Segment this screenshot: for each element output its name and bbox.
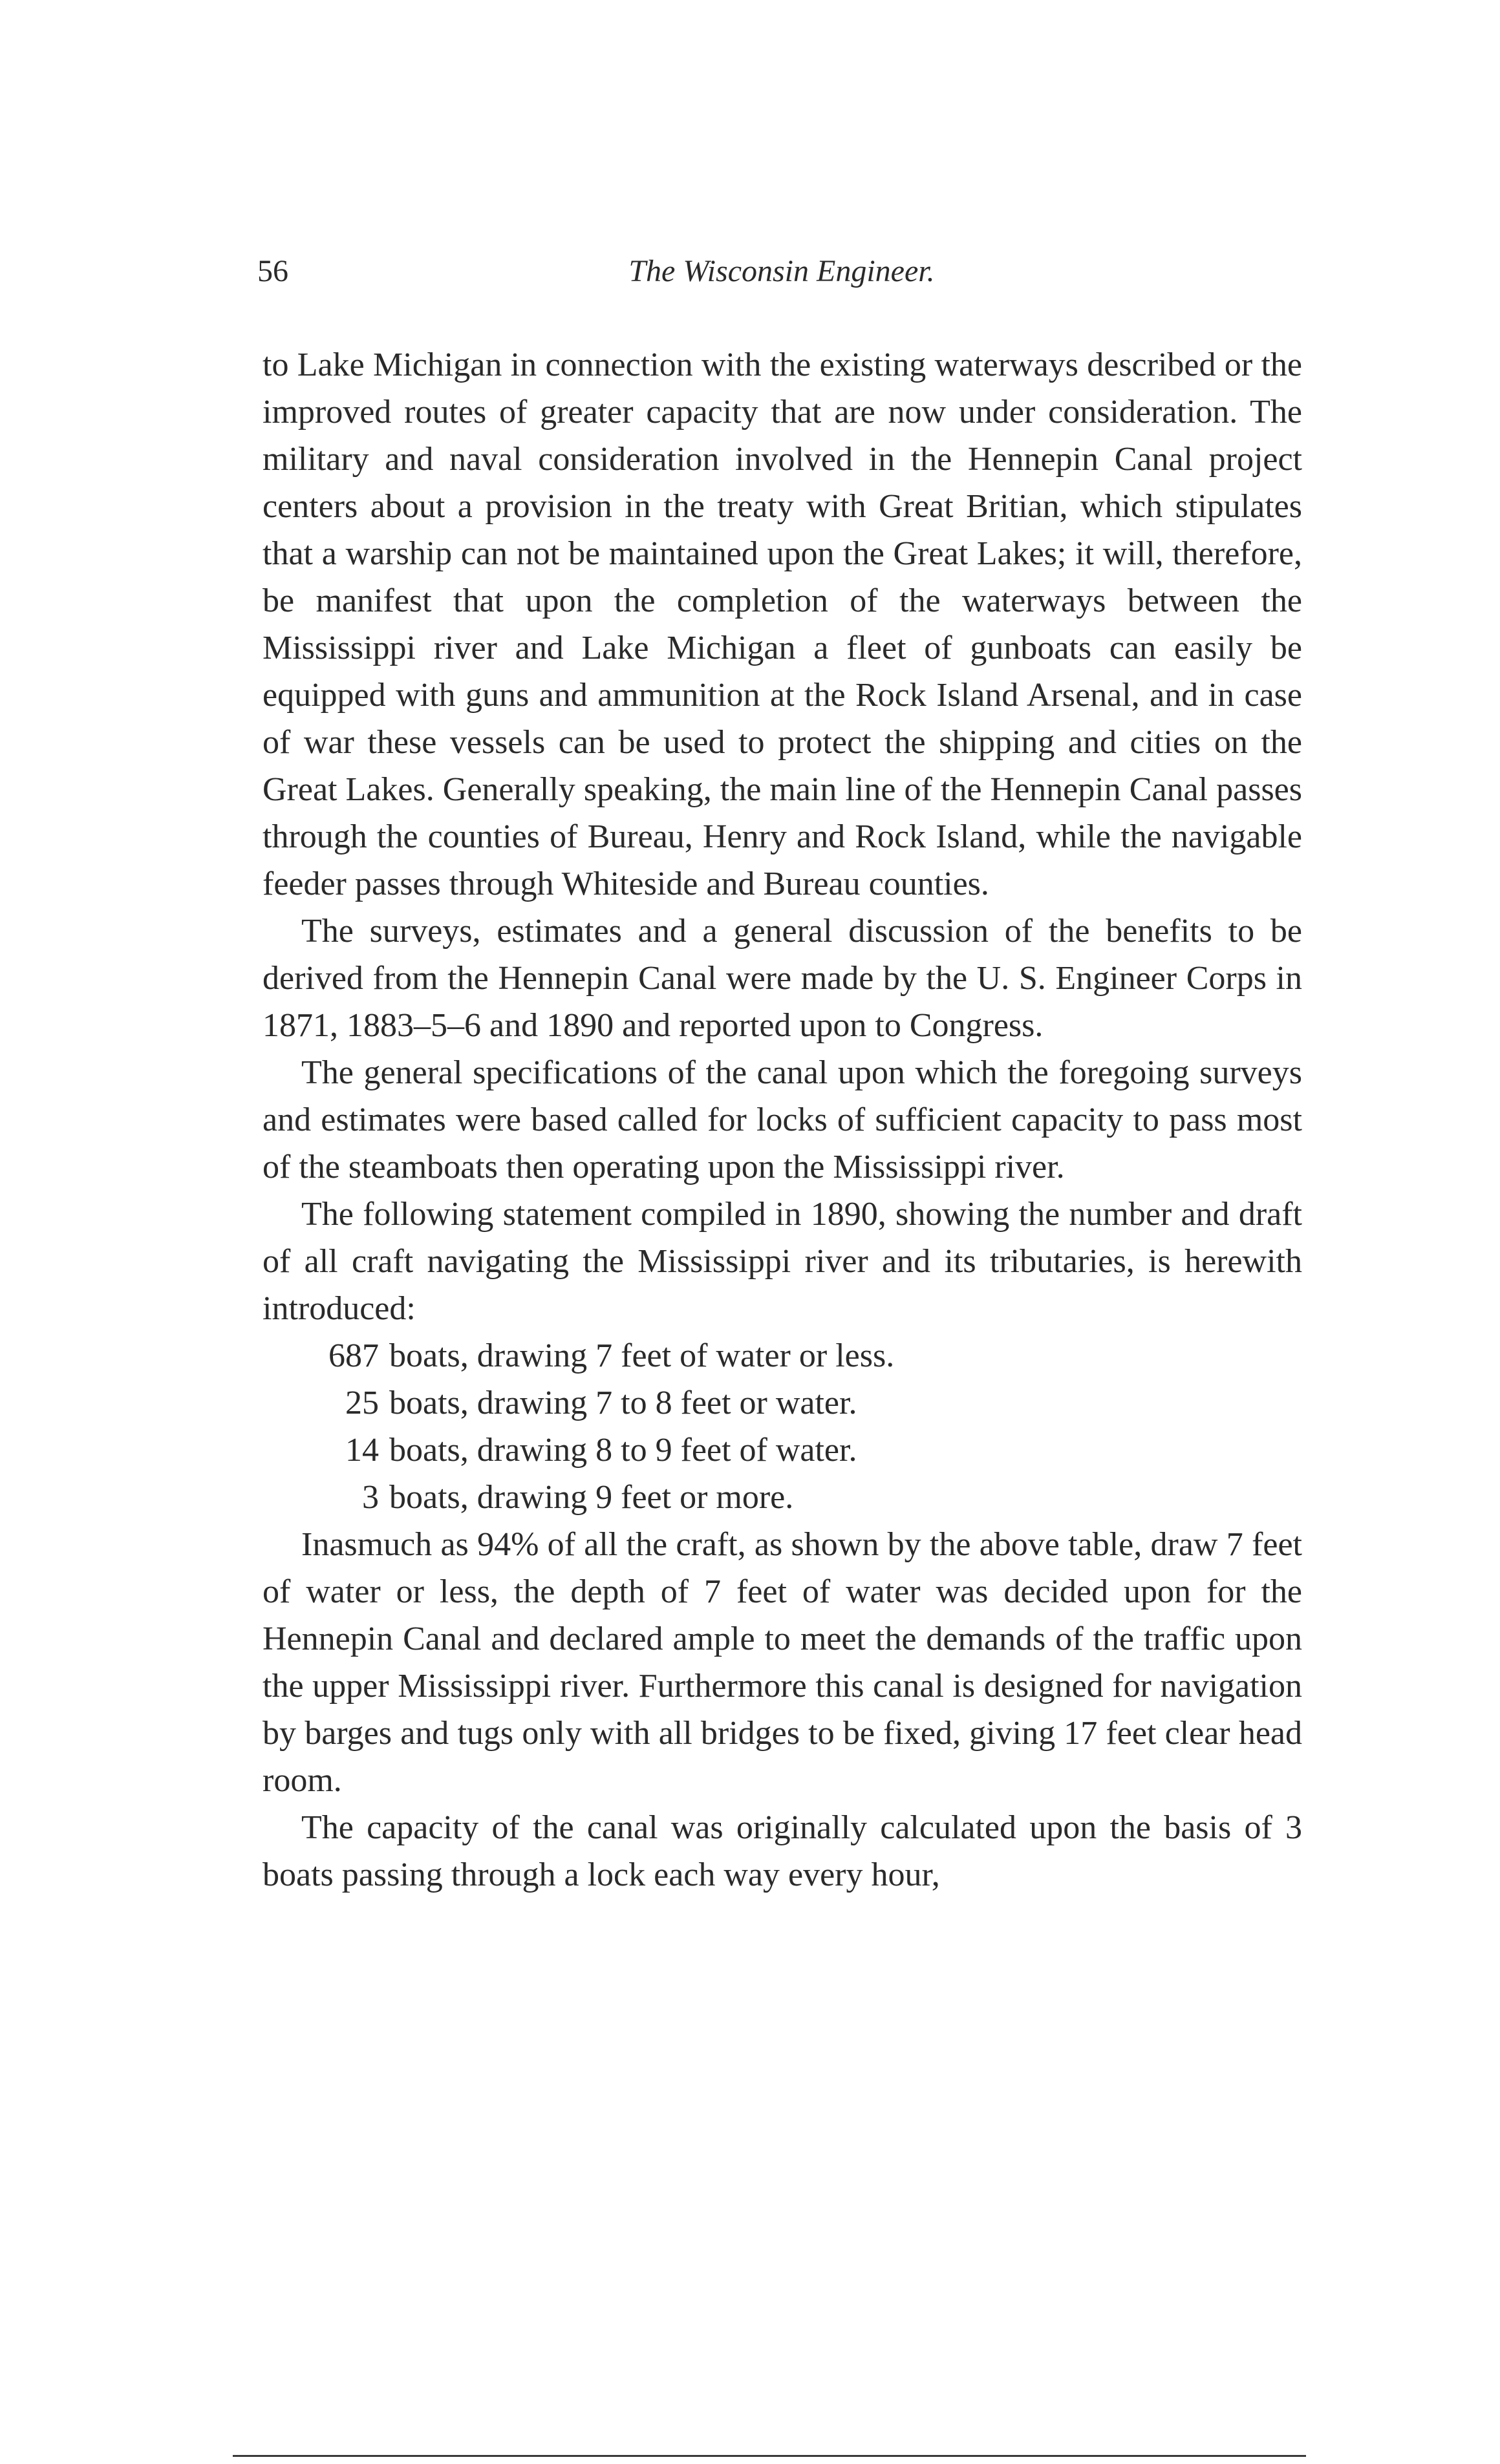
boat-count: 687 bbox=[328, 1337, 379, 1374]
paragraph: The following statement compiled in 1890, showing the number and draft of all craft navigating the Mississippi river and its tributaries, is herewith introduced: bbox=[262, 1196, 1302, 1327]
page-header bbox=[257, 253, 1306, 305]
list-item bbox=[262, 1379, 1302, 1427]
boat-count: 14 bbox=[345, 1432, 379, 1469]
paragraph: The capacity of the canal was originally calculated upon the basis of 3 boats passing through a lock each way every hour, bbox=[262, 1809, 1302, 1893]
bottom-edge-line bbox=[233, 2455, 1306, 2457]
paragraph: The general specifications of the canal upon which the foregoing surveys and estimates were based called for locks of sufficient capacity to pass most of the steamboats then operating upon the Mississippi river. bbox=[262, 1054, 1302, 1185]
paragraph: Inasmuch as 94% of all the craft, as shown by the above table, draw 7 feet of water or less, the depth of 7 feet of water was decided upon for the Hennepin Canal and declared ample to meet the demands of the traffic upon the upper Mississippi river. Furthermore this canal is designed for navigation by barges and tugs only with all bridges to be fixed, giving 17 feet clear head room. bbox=[262, 1526, 1302, 1799]
article-body bbox=[262, 341, 1302, 1898]
craft-list bbox=[262, 1332, 1302, 1521]
running-title: The Wisconsin Engineer. bbox=[628, 254, 935, 288]
boat-description: boats, drawing 9 feet or more. bbox=[389, 1479, 794, 1516]
paragraph: to Lake Michigan in connection with the existing waterways described or the improved routes of greater capacity that are now under consideration. The military and naval consideration involved in the Hennepin Canal project centers about a provision in the treaty with Great Britian, which stipulates that a warship can not be maintained upon the Great Lakes; it will, therefore, be manifest that upon the completion of the waterways between the Mississippi river and Lake Michigan a fleet of gunboats can easily be equipped with guns and ammunition at the Rock Island Arsenal, and in case of war these vessels can be used to protect the shipping and cities on the Great Lakes. Generally speaking, the main line of the Hennepin Canal passes through the counties of Bureau, Henry and Rock Island, while the navigable feeder passes through Whiteside and Bureau counties. bbox=[262, 346, 1302, 902]
boat-description: boats, drawing 7 feet of water or less. bbox=[389, 1337, 895, 1374]
paragraph: The surveys, estimates and a general discussion of the benefits to be derived from the Hennepin Canal were made by the U. S. Engineer Corps in 1871, 1883–5–6 and 1890 and reported upon to Congress. bbox=[262, 913, 1302, 1044]
page-number: 56 bbox=[257, 254, 288, 288]
boat-count: 25 bbox=[345, 1385, 379, 1421]
boat-description: boats, drawing 8 to 9 feet of water. bbox=[389, 1432, 857, 1469]
boat-description: boats, drawing 7 to 8 feet or water. bbox=[389, 1385, 857, 1421]
list-item bbox=[262, 1474, 1302, 1521]
list-item bbox=[262, 1332, 1302, 1379]
list-item bbox=[262, 1427, 1302, 1474]
boat-count: 3 bbox=[362, 1479, 379, 1516]
